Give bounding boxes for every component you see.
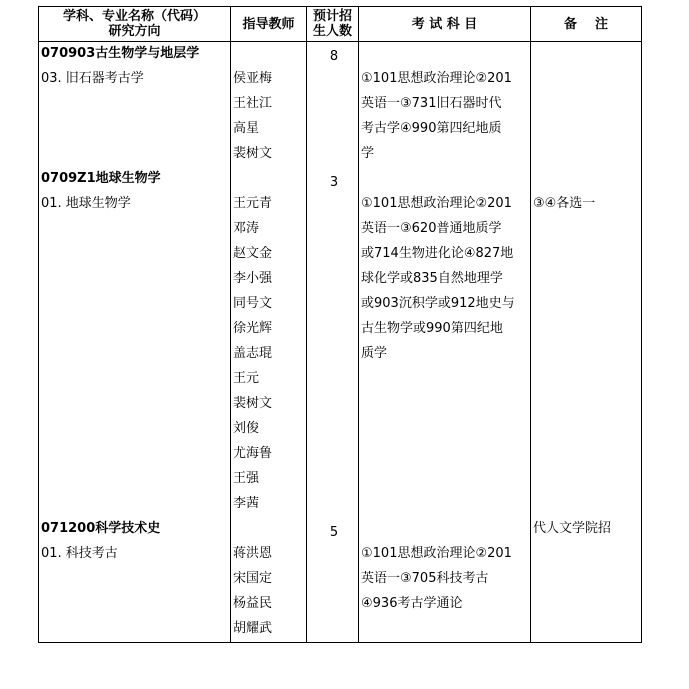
exam-line: ①101思想政治理论②201 [361, 71, 512, 86]
exam-line: 英语一③705科技考古 [361, 571, 489, 586]
advisor: 王社江 [233, 96, 273, 111]
exam-subjects [361, 191, 533, 366]
exam-line: ④936考古学通论 [361, 596, 463, 611]
program-title: 070903古生物学与地层学 [41, 46, 200, 61]
advisor: 裴树文 [233, 146, 273, 161]
research-direction: 03. 旧石器考古学 [41, 71, 144, 86]
advisor: 高星 [233, 121, 260, 136]
enrollment-count: 8 [329, 49, 339, 64]
exam-line: 考古学④990第四纪地质 [361, 121, 502, 136]
advisor: 徐光辉 [233, 321, 273, 336]
advisor: 胡耀武 [233, 621, 273, 636]
header-enrollment-line1: 预计招 [312, 9, 352, 24]
advisor: 李小强 [233, 271, 273, 286]
advisor: 蒋洪恩 [233, 546, 273, 561]
note: ③④各选一 [533, 196, 596, 211]
enrollment-count: 5 [329, 525, 339, 540]
note: 代人文学院招 [533, 521, 612, 536]
graduate-program-table [38, 6, 642, 643]
column-divider [306, 7, 307, 642]
advisor: 李茜 [233, 496, 260, 511]
exam-line: 学 [361, 146, 375, 161]
exam-line: 或714生物进化论④827地 [361, 246, 514, 261]
header-subject [39, 7, 230, 41]
exam-subjects [361, 66, 533, 166]
header-exam-subjects: 考 试 科 目 [411, 16, 478, 32]
advisor: 盖志琨 [233, 346, 273, 361]
column-divider [230, 7, 231, 642]
advisor: 同号文 [233, 296, 273, 311]
enrollment-count: 3 [329, 175, 339, 190]
exam-line: 质学 [361, 346, 388, 361]
advisor: 裴树文 [233, 396, 273, 411]
program-title: 0709Z1地球生物学 [41, 171, 161, 186]
header-subject-line2: 研究方向 [108, 24, 161, 39]
research-direction: 01. 地球生物学 [41, 196, 131, 211]
exam-line: ①101思想政治理论②201 [361, 196, 512, 211]
exam-line: 球化学或835自然地理学 [361, 271, 503, 286]
header-notes: 备 注 [563, 16, 609, 32]
advisor: 杨益民 [233, 596, 273, 611]
advisor: 王强 [233, 471, 260, 486]
exam-line: 英语一③731旧石器时代 [361, 96, 502, 111]
header-enrollment-line2: 生人数 [312, 24, 352, 39]
advisor: 王元 [233, 371, 260, 386]
research-direction: 01. 科技考古 [41, 546, 118, 561]
exam-line: 古生物学或990第四纪地 [361, 321, 503, 336]
exam-line: 或903沉积学或912地史与 [361, 296, 515, 311]
header-subject-line1: 学科、专业名称（代码） [62, 9, 206, 24]
advisor: 王元青 [233, 196, 273, 211]
program-title: 071200科学技术史 [41, 521, 161, 536]
exam-line: 英语一③620普通地质学 [361, 221, 502, 236]
header-enrollment [307, 7, 358, 41]
advisor: 尤海鲁 [233, 446, 273, 461]
exam-subjects [361, 541, 533, 616]
advisor: 赵文金 [233, 246, 273, 261]
exam-line: ①101思想政治理论②201 [361, 546, 512, 561]
advisor: 宋国定 [233, 571, 273, 586]
column-divider [358, 7, 359, 642]
advisor: 侯亚梅 [233, 71, 273, 86]
advisor: 刘俊 [233, 421, 260, 436]
advisor: 邓涛 [233, 221, 260, 236]
header-advisor: 指导教师 [242, 16, 295, 32]
